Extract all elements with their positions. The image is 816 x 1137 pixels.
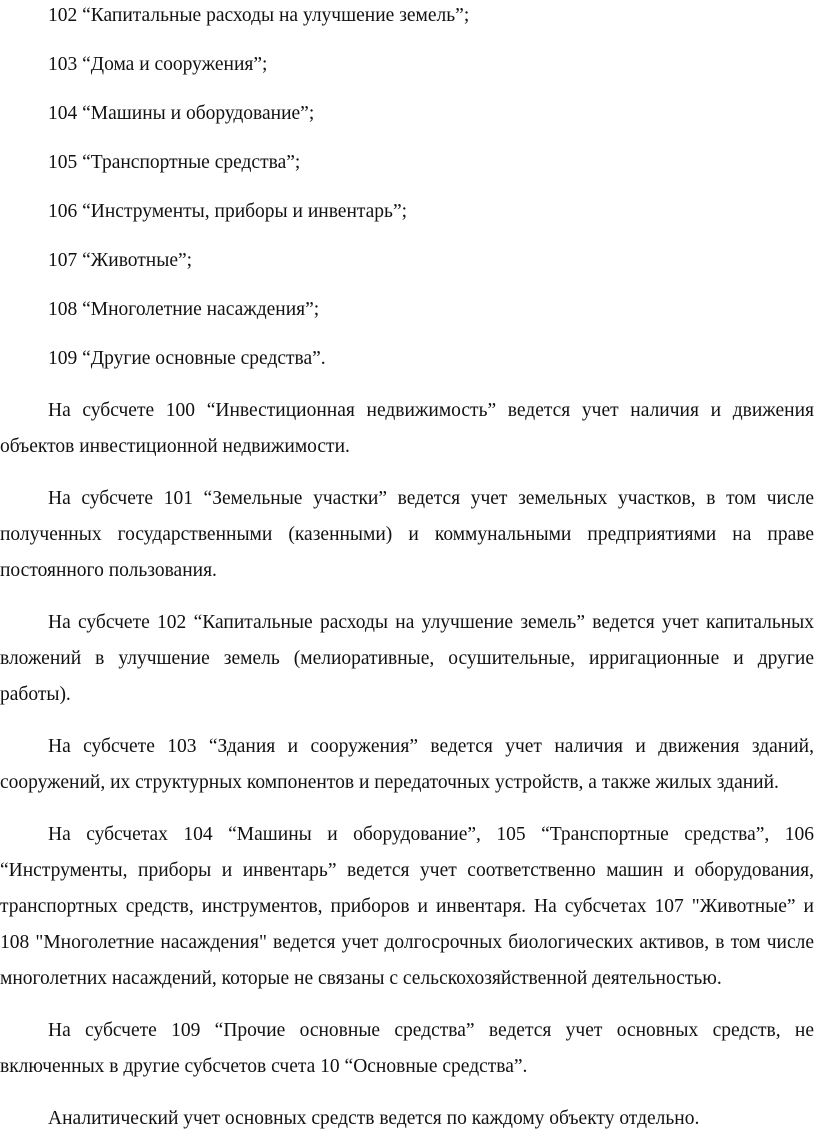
paragraph-subaccount-101: На субсчете 101 “Земельные участки” ведется учет земельных участков, в том числе полученных государственными (казенными) и коммунальными предприятиями на праве постоянного пользования. xyxy=(0,488,814,581)
list-item-102: 102 “Капитальные расходы на улучшение земель”; xyxy=(48,5,470,26)
analytical-accounting-text: Аналитический учет основных средств ведется по каждому объекту отдельно. xyxy=(48,1108,700,1129)
list-item-109: 109 “Другие основные средства”. xyxy=(48,348,326,369)
list-item-108: 108 “Многолетние насаждения”; xyxy=(48,299,320,320)
subaccount-list xyxy=(0,4,816,371)
paragraph-subaccounts-104-108: На субсчетах 104 “Машины и оборудование”, 105 “Транспортные средства”, 106 “Инструменты, приборы и инвентарь” ведется учет соответственно машин и оборудования, транспортных средств, инструментов, приборов и инвентаря. На субсчетах 107 "Животные” и 108 "Многолетние насаждения" ведется учет долгосрочных биологических активов, в том числе многолетних насаждений, которые не связаны с сельскохозяйственной деятельностью. xyxy=(0,824,814,989)
list-item-107: 107 “Животные”; xyxy=(48,250,193,271)
body-text xyxy=(0,393,816,1137)
paragraph-analytical-accounting xyxy=(0,1101,814,1137)
list-item-105: 105 “Транспортные средства”; xyxy=(48,152,301,173)
paragraph-subaccount-109: На субсчете 109 “Прочие основные средства” ведется учет основных средств, не включенных в другие субсчетов счета 10 “Основные средства”. xyxy=(0,1020,814,1077)
list-item-106: 106 “Инструменты, приборы и инвентарь”; xyxy=(48,201,408,222)
paragraph-subaccount-102: На субсчете 102 “Капитальные расходы на улучшение земель” ведется учет капитальных вложений в улучшение земель (мелиоративные, осушительные, ирригационные и другие работы). xyxy=(0,612,814,705)
paragraph-subaccount-103: На субсчете 103 “Здания и сооружения” ведется учет наличия и движения зданий, сооружений, их структурных компонентов и передаточных устройств, а также жилых зданий. xyxy=(0,736,814,793)
paragraph-subaccount-100: На субсчете 100 “Инвестиционная недвижимость” ведется учет наличия и движения объектов инвестиционной недвижимости. xyxy=(0,400,814,457)
list-item-103: 103 “Дома и сооружения”; xyxy=(48,54,268,75)
list-item-104: 104 “Машины и оборудование”; xyxy=(48,103,315,124)
